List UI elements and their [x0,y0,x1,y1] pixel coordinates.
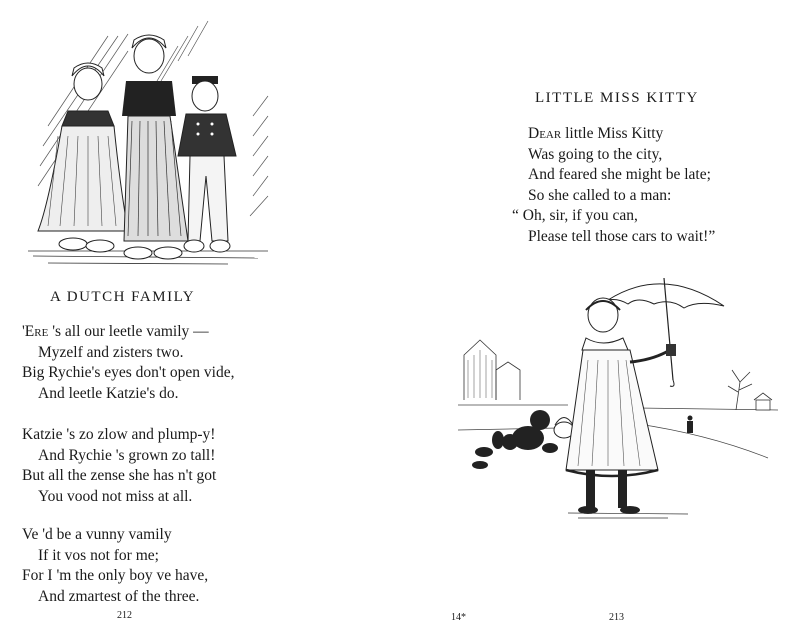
verse-lead-word: Dear [528,125,562,142]
verse-line: Myzelf and zisters two. [38,343,184,361]
verse-line: For I 'm the only boy ve have, [22,567,209,584]
verse-line: So she called to a man: [528,186,672,204]
right-poem-stanza [512,124,715,247]
verse-line-rest: 's all our leetle vamily — [48,323,209,340]
verse-line [512,124,715,145]
verse-line: And zmartest of the three. [38,587,200,605]
miss-kitty-illustration [458,270,778,520]
verse-line: Big Rychie's eyes don't open vide, [22,364,235,381]
right-page-number: 213 [609,612,624,623]
verse-line: And feared she might be late; [528,166,711,183]
verse-lead-word: 'Ere [22,323,49,340]
verse-line: Was going to the city, [528,145,663,163]
left-page-number: 212 [117,610,132,621]
verse-line [22,322,234,343]
verse-line-rest: little Miss Kitty [561,125,664,142]
verse-line: “ Oh, sir, if you can, [512,207,638,224]
verse-line: Please tell those cars to wait!” [528,227,716,245]
right-poem-title: LITTLE MISS KITTY [535,90,699,106]
verse-line: And leetle Katzie's do. [38,384,179,402]
verse-line: Ve 'd be a vunny vamily [22,526,172,543]
dutch-family-illustration [28,6,273,271]
left-poem-stanza-2 [22,425,216,507]
verse-line: If it vos not for me; [38,546,159,564]
left-poem-title: A DUTCH FAMILY [50,289,196,305]
verse-line: Katzie 's zo zlow and plump-y! [22,426,216,443]
left-poem-stanza-1 [22,322,234,404]
verse-line: But all the zense she has n't got [22,467,217,484]
signature-mark: 14* [451,612,466,623]
verse-line: And Rychie 's grown zo tall! [38,446,216,464]
left-poem-stanza-3 [22,525,208,607]
verse-line: You vood not miss at all. [38,487,193,505]
